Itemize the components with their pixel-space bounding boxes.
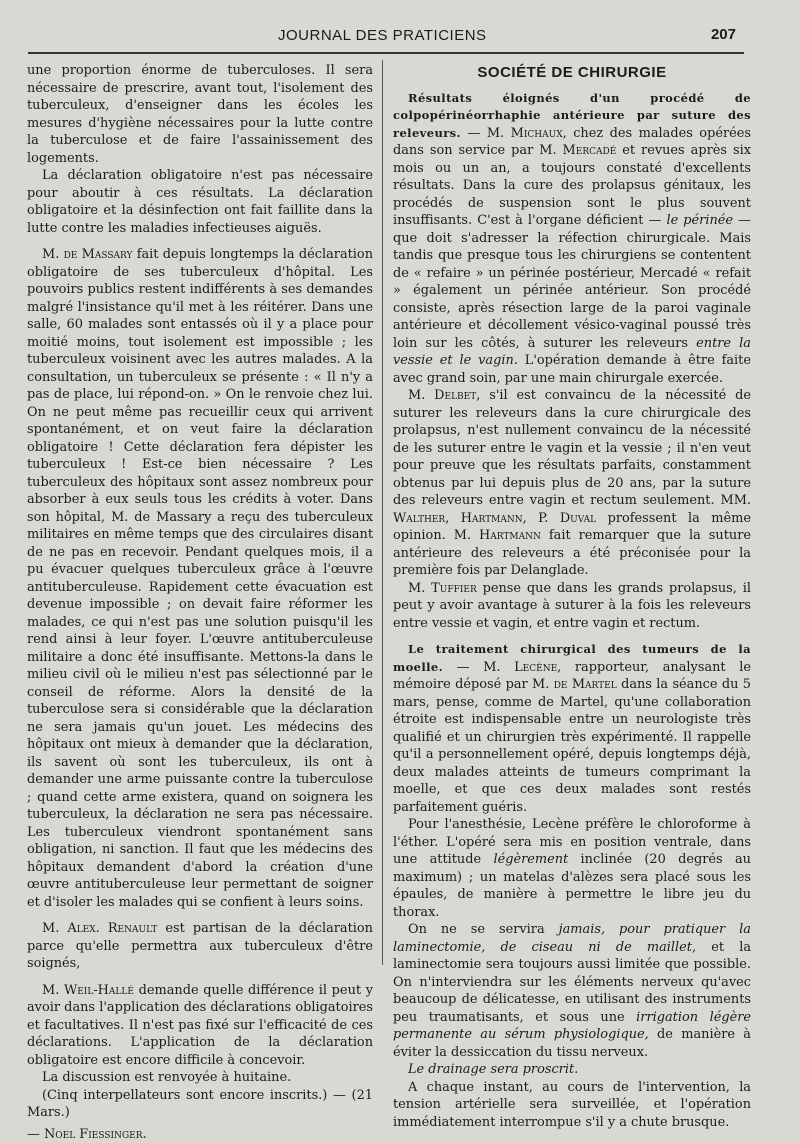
paragraph [393,1061,751,1079]
paragraph-text: et revues après six mois ou un an, a toujours constaté d'excellents résultats. Dans la cure des prolapsus génitaux, les procédés de suspension sont le plus souvent insuffisants. C'est à l'organe déficient — [393,143,751,228]
speaker-name: M. de Massary [42,247,132,262]
emphasis: légèrement [493,852,568,867]
paragraph [393,816,751,921]
paragraph-text: , rapporteur, analysant le mémoire déposé par M. [393,660,751,693]
paragraph-text: pense que dans les grands prolapsus, il peut y avoir avantage à suturer à la fois les releveurs entre vessie et vagin, et entre vagin et rectum. [393,581,751,631]
emphasis: irrigation légère permanente au sérum physiologique, [393,1010,751,1043]
paragraph: La discussion est renvoyée à huitaine. [27,1069,373,1087]
paragraph [393,90,751,388]
right-column [393,62,751,1131]
speaker-name: M. Weil-Hallé [42,983,134,998]
section-title: SOCIÉTÉ DE CHIRURGIE [393,64,751,82]
dash: — [461,126,487,141]
paragraph-text: , s'il est convaincu de la nécessité de suturer les releveurs dans la cure chirurgicale des prolapsus, n'est nullement convaincu de la nécessité de les suturer entre le vagin et la vessie ; il n'en veut pour preuve que les résultats parfaits, constamment obtenus par lui depuis plus de 20 ans, par la suture des releveurs entre vagin et rectum seulement. MM. [393,388,751,508]
paragraph: une proportion énorme de tuberculoses. Il sera nécessaire de prescrire, avant tout, l'isolement des tuberculeux, d'enseigner dans les écoles les mesures d'hygiène nécessaires pour la lutte contre la tuberculose et de faire l'assainissement des logements. [27,62,373,167]
page-header [28,26,748,50]
author-signature: — Noel Fiessinger. [27,1126,373,1143]
emphasis: jamais, pour pratiquer la laminectomie, de ciseau ni de maillet, [393,922,751,955]
emphasis: Le drainage sera proscrit. [408,1062,578,1077]
left-column [27,62,373,1143]
paragraph [393,387,751,580]
emphasis: le périnée [666,213,733,228]
paragraph-text: On ne se servira [408,922,559,937]
paragraph-text: professent la même opinion. M. [393,511,751,544]
paragraph [27,920,373,973]
paragraph [27,982,373,1070]
paragraph-text: Pour l'anesthésie, Lecène préfère le chloroforme à l'éther. L'opéré sera mis en position ventrale, dans une attitude [393,817,751,867]
speaker-name: M. Lecène [483,660,557,675]
paragraph-text: L'opération demande à être faite avec grand soin, par une main chirurgale exercée. [393,353,751,386]
paragraph [393,921,751,1061]
subsection-heading: Résultats éloignés d'un procédé de colpopérinéorrhaphie antérieure par suture des releveurs. [393,91,751,140]
paragraph [27,246,373,911]
paragraph-text: demande quelle différence il peut y avoir dans l'application des déclarations obligatoires et facultatives. Il n'est pas fixé sur l'efficacité de ces déclarations. L'application de la déclaration obligatoire est encore difficile à concevoir. [27,983,373,1068]
speaker-name: Mercadé [563,143,617,158]
page-number: 207 [711,26,736,43]
paragraph-text: fait remarquer que la suture antérieure des releveurs a été préconisée pour la première fois par Delanglade. [393,528,751,578]
subsection-heading: Le traitement chirurgical des tumeurs de la moelle. [393,642,751,674]
paragraph-text: dans la séance du 5 mars, pense, comme de Martel, qu'une collaboration étroite est indispensable entre un neurologiste très qualifié et un chirurgien très expérimenté. Il rappelle qu'il a personnellement opéré, depuis longtemps déjà, deux malades atteints de tumeurs comprimant la moelle, et que ces deux malades sont restés parfaitement guéris. [393,677,751,815]
paragraph-text: — que doit s'adresser la réfection chirurgicale. Mais tandis que presque tous les chirurgiens se contentent de « refaire » un périnée postérieur, Mercadé « refait » également un périnée antérieur. Son procédé consiste, après résection large de la paroi vaginale antérieure et décollement vésico-vaginal poussé très loin sur les côtés, à suturer les releveurs [393,213,751,351]
paragraph: (Cinq interpellateurs sont encore inscrits.) — (21 Mars.) [27,1087,373,1122]
speaker-name: de Martel [554,677,617,692]
paragraph-text: inclinée (20 degrés au maximum) ; un matelas d'alèzes sera placé sous les épaules, de manière à permettre le libre jeu du thorax. [393,852,751,920]
dash: — [443,660,483,675]
paragraph-text: fait depuis longtemps la déclaration obligatoire de ses tuberculeux d'hôpital. Les pouvoirs publics restent indifférents à ses demandes malgré l'insistance qu'il met à les réitérer. Dans une salle, 60 malades sont entassés où il y a place pour moitié moins, tout isolement est impossible ; les tuberculeux voisinent avec les autres malades. A la consultation, un tuberculeux se présente : « Il n'y a pas de place, lui répond-on. » On le renvoie chez lui. On ne peut même pas recueillir ceux qui arrivent spontanément, et on veut faire la déclaration obligatoire ! Cette déclaration fera dépister les tuberculeux ! Est-ce bien nécessaire ? Les tuberculeux des hôpitaux sont assez nombreux pour absorber à eux seuls tous les crédits à voter. Dans son hôpital, M. de Massary a reçu des tuberculeux militaires en même temps que des circulaires disant de ne pas en recevoir. Pendant quelques mois, il a pu évacuer quelques tuberculeux grâce à l'œuvre antituberculeuse. Rapidement cette évacuation est devenue impossible ; on devait faire réformer les malades, ce qui n'est pas une solution puisqu'il les rend ainsi à leur foyer. L'œuvre antituberculeuse militaire a donc été insuffisante. Mettons-la dans le milieu civil où le milieu n'est pas sélectionné par le conseil de réforme. Alors la densité de la tuberculose sera si considérable que la déclaration ne sera jamais qu'un jouet. Les médecins des hôpitaux ont mieux à demander que la déclaration, ils savent où sont les tuberculeux, ils ont à demander une arme puissante contre la tuberculose ; quand cette arme existera, quand on soignera les tuberculeux, la déclaration ne sera pas nécessaire. Les tuberculeux viendront spontanément sans obligation, ni sanction. Il faut que les médecins des hôpitaux demandent d'abord la création d'une œuvre antituberculeuse leur permettant de soigner et d'isoler les malades qui se confient à leurs soins. [27,247,373,910]
paragraph-text: , chez des malades opérées dans son service par M. [393,126,751,159]
paragraph: La déclaration obligatoire n'est pas nécessaire pour aboutir à ces résultats. La déclaration obligatoire et la désinfection ont fait faillite dans la lutte contre les maladies infectieuses aiguës. [27,167,373,237]
emphasis: entre la vessie et le vagin. [393,336,751,369]
speaker-name: Hartmann [479,528,541,543]
paragraph-text: et la laminectomie sera toujours aussi limitée que possible. On n'interviendra sur les éléments nerveux qu'avec beaucoup de délicatesse, en utilisant des instruments peu traumatisants, et sous une [393,940,751,1025]
speaker-names: Walther, Hartmann, P. Duval [393,511,596,526]
paragraph [393,580,751,633]
speaker-name: M. Alex. Renault [42,921,157,936]
column-divider [382,60,383,965]
paragraph: A chaque instant, au cours de l'intervention, la tension artérielle sera surveillée, et l'opération immédiatement interrompue s'il y a chute brusque. [393,1079,751,1132]
paragraph [393,641,751,816]
journal-title: JOURNAL DES PRATICIENS [278,27,487,44]
speaker-name: M. Michaux [487,126,563,141]
paragraph-text: est partisan de la déclaration parce qu'elle permettra aux tuberculeux d'être soignés, [27,921,373,971]
speaker-name: M. Delbet [408,388,476,403]
paragraph-text: de manière à éviter la dessiccation du tissu nerveux. [393,1027,751,1060]
speaker-name: M. Tuffier [408,581,477,596]
header-rule [28,52,744,54]
